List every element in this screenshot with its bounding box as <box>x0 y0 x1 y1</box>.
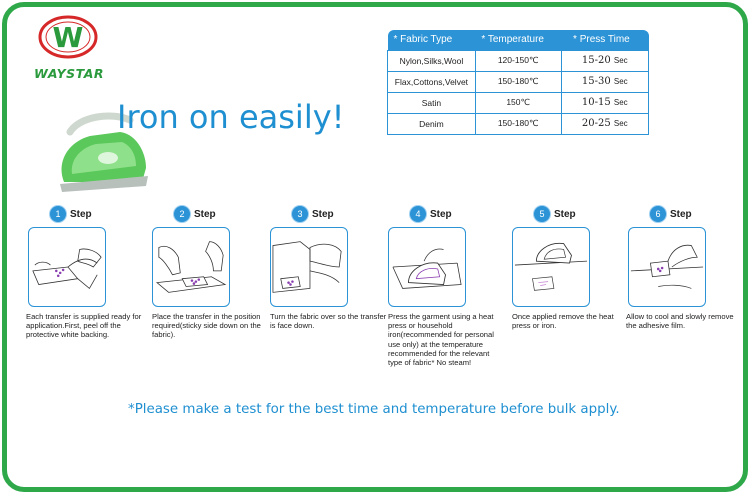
press-time-value: 20-25 <box>581 118 611 129</box>
step-label: Step <box>70 208 92 220</box>
step-illustration <box>270 227 348 307</box>
page-headline: Iron on easily! <box>117 98 345 136</box>
press-time-value: 15-20 <box>581 55 611 66</box>
fabric-settings-table <box>387 30 649 135</box>
step-description: Press the garment using a heat press or household iron(recommended for personal use only) at the temperature recommended for the relevant type of fabric* No steam! <box>388 312 494 368</box>
brand-logo <box>28 14 110 84</box>
waystar-logo-icon <box>38 14 98 60</box>
press-time-cell <box>561 113 648 134</box>
fabric-cell: Nylon,Silks,Wool <box>388 50 476 71</box>
step-description: Place the transfer in the position required(sticky side down on the fabric). <box>152 312 261 340</box>
step-header <box>534 205 576 223</box>
step-header <box>174 205 216 223</box>
step-illustration <box>152 227 230 307</box>
temperature-cell: 120-150℃ <box>475 50 561 71</box>
step-label: Step <box>670 208 692 220</box>
step-number-badge: 1 <box>50 206 66 222</box>
step-illustration <box>28 227 106 307</box>
step-number-badge: 2 <box>174 206 190 222</box>
press-time-unit: Sec <box>613 119 628 128</box>
step-header <box>410 205 452 223</box>
step-header <box>50 205 92 223</box>
press-iron-icon <box>389 228 465 306</box>
press-time-unit: Sec <box>613 98 628 107</box>
step-number-badge: 4 <box>410 206 426 222</box>
press-time-cell <box>561 50 648 71</box>
press-time-cell <box>561 92 648 113</box>
step-number-badge: 3 <box>292 206 308 222</box>
column-header-press-time: * Press Time <box>561 30 648 50</box>
fabric-cell: Denim <box>388 113 476 134</box>
step-number-badge: 5 <box>534 206 550 222</box>
column-header-temperature: * Temperature <box>475 30 561 50</box>
step-description: Allow to cool and slowly remove the adhesive film. <box>626 312 734 331</box>
table-row <box>388 71 649 92</box>
step-illustration <box>628 227 706 307</box>
logo-mark-letter: W <box>52 21 84 54</box>
step-illustration <box>512 227 590 307</box>
peel-backing-icon <box>29 228 105 306</box>
step-header <box>650 205 692 223</box>
press-time-cell <box>561 71 648 92</box>
fabric-cell: Satin <box>388 92 476 113</box>
temperature-cell: 150℃ <box>475 92 561 113</box>
column-header-fabric: * Fabric Type <box>388 30 476 50</box>
step-number-badge: 6 <box>650 206 666 222</box>
press-time-unit: Sec <box>613 56 628 65</box>
table-row <box>388 113 649 134</box>
press-time-unit: Sec <box>613 77 628 86</box>
step-illustration <box>388 227 466 307</box>
peel-film-icon <box>629 228 705 306</box>
step-label: Step <box>194 208 216 220</box>
step-header <box>292 205 334 223</box>
step-description: Turn the fabric over so the transfer is face down. <box>270 312 387 331</box>
step-description: Each transfer is supplied ready for application.First, peel off the protective white backing. <box>26 312 142 340</box>
table-row <box>388 50 649 71</box>
temperature-cell: 150-180℃ <box>475 71 561 92</box>
place-transfer-icon <box>153 228 229 306</box>
step-label: Step <box>430 208 452 220</box>
step-label: Step <box>312 208 334 220</box>
test-note: *Please make a test for the best time and temperature before bulk apply. <box>128 402 620 417</box>
press-time-value: 10-15 <box>581 97 611 108</box>
table-row <box>388 92 649 113</box>
remove-iron-icon <box>513 228 589 306</box>
step-description: Once applied remove the heat press or iron. <box>512 312 614 331</box>
brand-name: WAYSTAR <box>34 66 104 81</box>
press-time-value: 15-30 <box>581 76 611 87</box>
step-label: Step <box>554 208 576 220</box>
fabric-cell: Flax,Cottons,Velvet <box>388 71 476 92</box>
temperature-cell: 150-180℃ <box>475 113 561 134</box>
turn-fabric-icon <box>271 228 347 306</box>
